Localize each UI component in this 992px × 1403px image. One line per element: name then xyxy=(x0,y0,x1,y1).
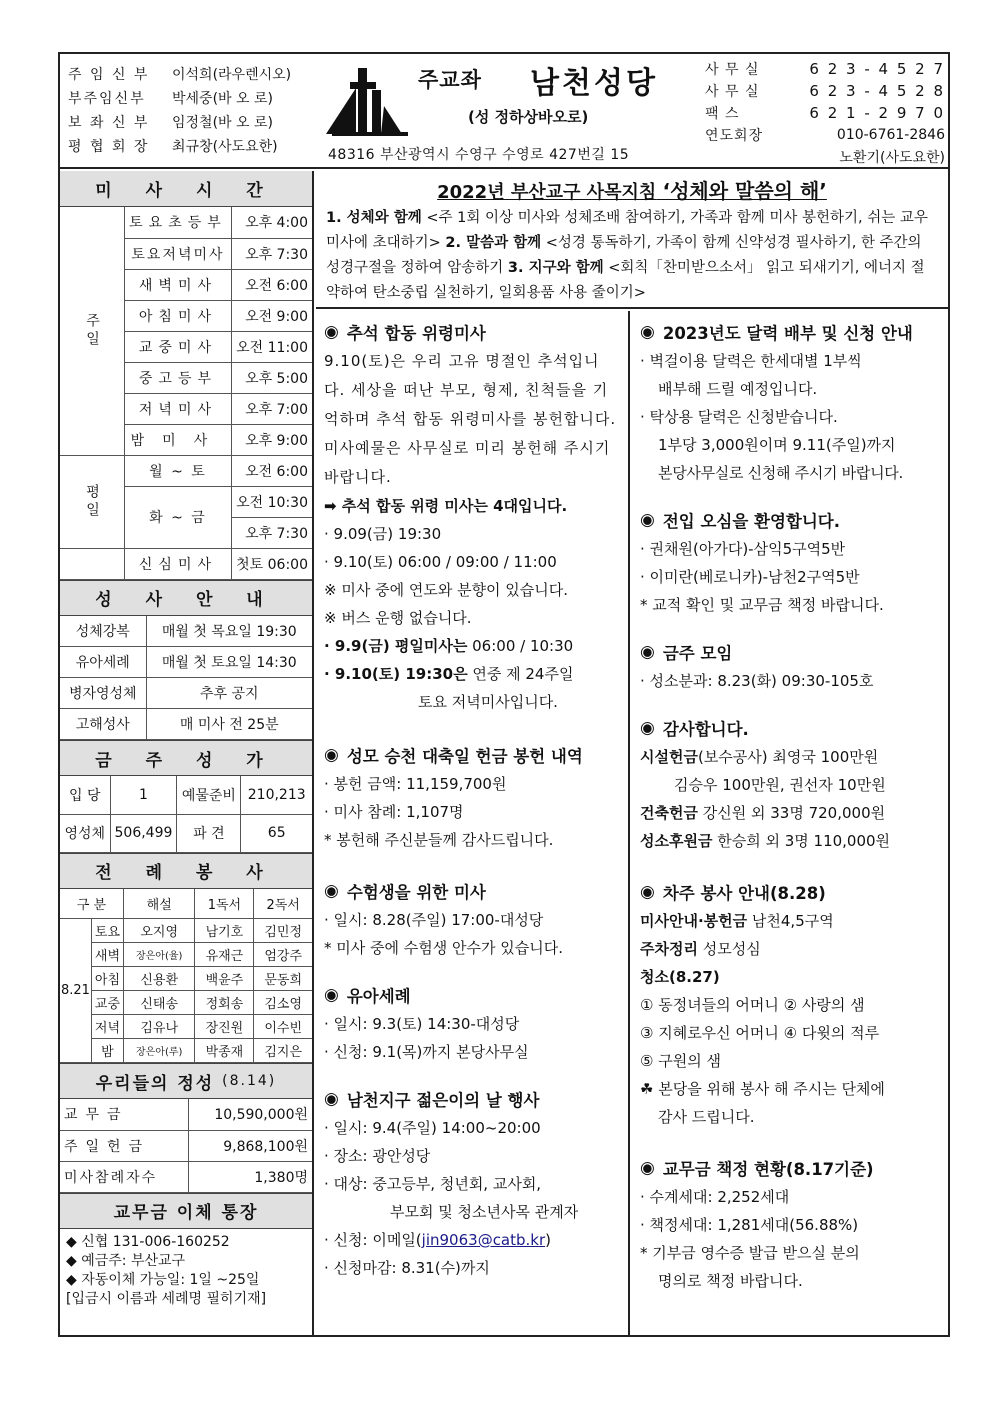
bulletin-header xyxy=(60,54,948,169)
liturgy-date: 8.21 xyxy=(60,919,91,1063)
bulletin-page xyxy=(58,52,950,1337)
liturgy-header: 2독서 xyxy=(254,889,312,919)
bullet-icon: ◉ xyxy=(640,1158,655,1178)
hymn-number: 1 xyxy=(110,776,177,814)
policy-item-text: <회칙「찬미받으소서」 읽고 되새기기, 에너지 절약하여 탄소중립 실천하기, 일회용품 사용 줄이기> xyxy=(326,260,925,301)
notice-line: 감사 드립니다. xyxy=(658,1108,755,1126)
hymns-table xyxy=(60,776,312,853)
notice-line xyxy=(324,660,620,688)
staff-name: 최규창(사도요한) xyxy=(172,139,278,155)
bullet-icon: ◉ xyxy=(324,1089,339,1109)
policy-item-title: 1. 성체와 함께 xyxy=(326,210,422,226)
mass-time: 오후 5:00 xyxy=(231,362,312,393)
mass-time: 오후 7:30 xyxy=(231,238,312,269)
liturgy-name: 이수빈 xyxy=(254,1015,312,1039)
table-row xyxy=(60,616,312,647)
liturgy-name: 김유나 xyxy=(123,1015,195,1039)
offerings-table xyxy=(60,1099,312,1193)
notice-line-text: (보수공사) 최영국 100만원 xyxy=(697,748,879,766)
contact-row xyxy=(705,146,945,168)
notice-title xyxy=(324,980,620,1010)
sacrament-name: 병자영성체 xyxy=(60,678,146,709)
notice-title xyxy=(640,713,940,743)
notice-line: · 9.09(금) 19:30 xyxy=(324,525,442,543)
notice-line-text: 한승희 외 3명 110,000원 xyxy=(712,832,891,850)
notice-line: ☘ 본당을 위해 봉사 해 주시는 단체에 xyxy=(640,1080,885,1098)
liturgy-slot: 새벽 xyxy=(91,943,123,967)
notice-title-text: 성모 승천 대축일 헌금 봉헌 내역 xyxy=(346,747,583,766)
liturgy-name: 문동희 xyxy=(254,967,312,991)
contact-row xyxy=(705,80,945,102)
notice-line xyxy=(324,632,620,660)
notice-line: · 수계세대: 2,252세대 xyxy=(640,1188,790,1206)
notice-line-text: · 신청: 이메일( xyxy=(324,1231,422,1249)
contact-label: 사 무 실 xyxy=(705,84,760,100)
table-row xyxy=(60,967,312,991)
liturgy-title: 전 례 봉 사 xyxy=(60,853,312,889)
contact-label: 연도회장 xyxy=(705,128,764,144)
offering-label: 교무금 xyxy=(60,1099,188,1130)
bullet-icon: ◉ xyxy=(640,510,655,530)
notice-line: 본당사무실로 신청해 주시기 바랍니다. xyxy=(658,464,903,482)
contact-list xyxy=(705,58,945,168)
mass-name: 토요초등부 xyxy=(125,207,232,238)
staff-list xyxy=(68,62,328,158)
staff-row xyxy=(68,62,328,86)
notice-title xyxy=(640,637,940,667)
notice-title-text: 2023년도 달력 배부 및 신청 안내 xyxy=(662,324,913,343)
mass-name: 밤미사 xyxy=(125,424,232,455)
liturgy-name: 김지은 xyxy=(254,1039,312,1063)
notice-title-text: 차주 봉사 안내(8.28) xyxy=(662,884,826,903)
hymn-label: 영성체 xyxy=(60,814,110,852)
sacrament-name: 고해성사 xyxy=(60,709,146,740)
notice-line: 배부해 드릴 예정입니다. xyxy=(658,380,818,398)
assumption-notice xyxy=(324,740,620,854)
notice-line-bold: 건축헌금 xyxy=(640,804,698,822)
chuseok-notice xyxy=(324,317,620,716)
offerings-date: (8.14) xyxy=(222,1073,277,1089)
staff-role: 부주임신부 xyxy=(68,91,146,107)
notice-line-text: ) xyxy=(545,1231,552,1249)
mass-time: 오전 11:00 xyxy=(231,331,312,362)
table-row xyxy=(60,455,312,486)
table-row xyxy=(60,1099,312,1130)
exam-mass-notice xyxy=(324,876,620,962)
notice-line: · 봉헌 금액: 11,159,700원 xyxy=(324,775,507,793)
liturgy-name: 김소영 xyxy=(254,991,312,1015)
sacraments-table xyxy=(60,616,312,741)
notice-line: 1부당 3,000원이며 9.11(주일)까지 xyxy=(658,436,896,454)
notice-title-text: 유아세례 xyxy=(346,987,411,1006)
table-row xyxy=(60,207,312,238)
notice-line: ➡ 추석 합동 위령 미사는 4대입니다. xyxy=(324,497,568,515)
hymn-number: 506,499 xyxy=(110,814,177,852)
calendar-notice xyxy=(640,317,940,487)
liturgy-name: 박종재 xyxy=(195,1039,254,1063)
staff-name: 이석희(라우렌시오) xyxy=(172,67,292,83)
contact-row xyxy=(705,58,945,80)
table-row xyxy=(60,1161,312,1192)
notice-title xyxy=(640,317,940,347)
mass-name: 저녁미사 xyxy=(125,393,232,424)
bullet-icon: ◉ xyxy=(640,718,655,738)
notice-title xyxy=(640,1153,940,1183)
table-row xyxy=(60,709,312,740)
sacrament-info: 매월 첫 목요일 19:30 xyxy=(146,616,312,647)
pastoral-policy xyxy=(316,171,948,309)
mass-name: 월 ~ 토 xyxy=(125,455,232,486)
table-row xyxy=(60,548,312,579)
notice-line: * 기부금 영수증 발급 받으실 분의 xyxy=(640,1244,860,1262)
liturgy-header: 구 분 xyxy=(60,889,123,919)
offering-label: 미사참례자수 xyxy=(60,1161,188,1192)
notice-line: · 9.10(토) 06:00 / 09:00 / 11:00 xyxy=(324,553,557,571)
policy-title xyxy=(316,175,948,204)
dues-notice xyxy=(640,1153,940,1295)
mass-time: 오전 6:00 xyxy=(231,455,312,486)
hymns-title: 금 주 성 가 xyxy=(60,740,312,776)
welcome-notice xyxy=(640,505,940,619)
notice-title-text: 교무금 책정 현황(8.17기준) xyxy=(662,1160,874,1179)
table-row xyxy=(60,647,312,678)
contact-row xyxy=(705,102,945,124)
bank-line: ◆ 자동이체 가능일: 1일 ~25일 xyxy=(66,1271,260,1288)
hymn-label: 파 견 xyxy=(177,814,241,852)
liturgy-name: 장진원 xyxy=(195,1015,254,1039)
table-row xyxy=(60,1130,312,1161)
mass-time: 오후 9:00 xyxy=(231,424,312,455)
mass-time: 첫토 06:00 xyxy=(231,548,312,579)
offerings-title xyxy=(60,1063,312,1099)
notice-title-text: 수험생을 위한 미사 xyxy=(346,883,486,902)
youth-day-notice xyxy=(324,1084,620,1282)
notice-line: · 신청마감: 8.31(수)까지 xyxy=(324,1259,490,1277)
bullet-icon: ◉ xyxy=(640,642,655,662)
liturgy-name: 엄강주 xyxy=(254,943,312,967)
offerings-title-text: 우리들의 정성 xyxy=(95,1073,215,1094)
sacrament-info: 추후 공지 xyxy=(146,678,312,709)
notice-body: 9.10(토)은 우리 고유 명절인 추석입니다. 세상을 떠난 부모, 형제, 친척들을 기억하며 추석 합동 위령미사를 봉헌합니다. 미사예물은 사무실로 미리 봉헌해 주시기 바랍니다. xyxy=(324,352,617,486)
notice-line: ※ 버스 운행 없습니다. xyxy=(324,609,472,627)
notice-line xyxy=(640,827,940,855)
table-row xyxy=(60,919,312,943)
notice-line: ③ 지혜로우신 어머니 ④ 다윗의 적루 xyxy=(640,1024,880,1042)
notice-line: 명의로 책정 바랍니다. xyxy=(658,1272,803,1290)
hymn-number: 210,213 xyxy=(241,776,312,814)
mass-time: 오후 7:00 xyxy=(231,393,312,424)
notice-line: · 권채원(아가다)-삼익5구역5반 xyxy=(640,540,846,558)
parish-address: 48316 부산광역시 수영구 수영로 427번길 15 xyxy=(328,147,630,163)
liturgy-table xyxy=(60,889,312,1064)
liturgy-name: 김민정 xyxy=(254,919,312,943)
notice-line: · 벽걸이용 달력은 한세대별 1부씩 xyxy=(640,352,862,370)
weekday-label: 평일 xyxy=(60,455,125,548)
mass-time: 오전 9:00 xyxy=(231,300,312,331)
notice-title xyxy=(324,317,620,347)
sacraments-title: 성 사 안 내 xyxy=(60,580,312,616)
notice-title-text: 금주 모임 xyxy=(662,644,733,663)
notice-title-text: 감사합니다. xyxy=(662,720,749,739)
contact-value: 010-6761-2846 xyxy=(836,127,945,143)
table-row xyxy=(60,1015,312,1039)
notice-line: · 신청: 9.1(목)까지 본당사무실 xyxy=(324,1043,529,1061)
hymn-label: 입 당 xyxy=(60,776,110,814)
blank-cell xyxy=(60,548,125,579)
notice-title xyxy=(324,876,620,906)
notice-line: · 일시: 8.28(주일) 17:00-대성당 xyxy=(324,911,544,929)
left-column xyxy=(60,171,314,1337)
table-row xyxy=(60,991,312,1015)
bank-title: 교무금 이체 통장 xyxy=(60,1193,312,1229)
notice-line-bold: 주차정리 xyxy=(640,940,698,958)
mass-name: 신심미사 xyxy=(125,548,232,579)
table-row xyxy=(60,814,312,852)
notice-line-bold: · 9.10(토) 19:30은 xyxy=(324,665,468,683)
parish-prefix: 주교좌 xyxy=(418,68,482,92)
liturgy-name: 장은아(율) xyxy=(123,943,195,967)
bullet-icon: ◉ xyxy=(640,882,655,902)
liturgy-name: 신태송 xyxy=(123,991,195,1015)
bullet-icon: ◉ xyxy=(324,322,339,342)
notice-line xyxy=(640,743,940,771)
bullet-icon: ◉ xyxy=(324,881,339,901)
parish-logo-icon xyxy=(312,60,422,140)
notice-line xyxy=(640,907,940,935)
notice-title-text: 전입 오심을 환영합니다. xyxy=(662,512,840,531)
mass-name: 교중미사 xyxy=(125,331,232,362)
notice-title-text: 추석 합동 위령미사 xyxy=(346,324,486,343)
mass-name: 중고등부 xyxy=(125,362,232,393)
notice-line: ① 동정녀들의 어머니 ② 사랑의 샘 xyxy=(640,996,865,1014)
notice-line: 청소(8.27) xyxy=(640,968,720,986)
contact-label: 팩 스 xyxy=(705,106,740,122)
baptism-notice xyxy=(324,980,620,1066)
policy-item-title: 3. 지구와 함께 xyxy=(507,260,604,276)
staff-role: 평 협 회 장 xyxy=(68,139,150,155)
liturgy-name: 장은아(루) xyxy=(123,1039,195,1063)
contact-value: 6 2 1 - 2 9 7 0 xyxy=(809,104,945,122)
notice-line-text: 06:00 / 10:30 xyxy=(467,637,574,655)
notice-line: · 책정세대: 1,281세대(56.88%) xyxy=(640,1216,859,1234)
bank-line: [입금시 이름과 세례명 필히기재] xyxy=(66,1290,267,1307)
sunday-label: 주일 xyxy=(60,207,125,455)
mass-time: 오후 7:30 xyxy=(231,517,312,548)
notice-line: · 일시: 9.4(주일) 14:00~20:00 xyxy=(324,1119,541,1137)
mass-time: 오후 4:00 xyxy=(231,207,312,238)
staff-name: 박세중(바 오 로) xyxy=(172,91,273,107)
policy-title-prefix: 2022년 부산교구 사목지침 xyxy=(437,182,657,203)
table-row xyxy=(60,678,312,709)
notice-line: 토요 저녁미사입니다. xyxy=(418,693,558,711)
notice-line: · 미사 참례: 1,107명 xyxy=(324,803,464,821)
notice-line: · 탁상용 달력은 신청받습니다. xyxy=(640,408,838,426)
notice-line-bold: 성소후원금 xyxy=(640,832,713,850)
liturgy-slot: 밤 xyxy=(91,1039,123,1063)
liturgy-slot: 교중 xyxy=(91,991,123,1015)
mass-time: 오전 10:30 xyxy=(231,486,312,517)
liturgy-name: 오지영 xyxy=(123,919,195,943)
policy-body xyxy=(316,204,948,308)
policy-item-title: 2. 말씀과 함께 xyxy=(445,235,542,251)
notice-line-text: 강신원 외 33명 720,000원 xyxy=(697,804,886,822)
right-column xyxy=(632,311,948,1337)
mass-schedule-title: 미 사 시 간 xyxy=(60,171,312,207)
liturgy-name: 정회송 xyxy=(195,991,254,1015)
notice-line: * 미사 중에 수험생 안수가 있습니다. xyxy=(324,939,563,957)
staff-role: 주 임 신 부 xyxy=(68,67,150,83)
bank-line: ◆ 신협 131-006-160252 xyxy=(66,1233,230,1250)
notice-line: 부모회 및 청소년사목 관계자 xyxy=(390,1203,579,1221)
liturgy-name: 유재근 xyxy=(195,943,254,967)
parish-patron: (성 정하상바오로) xyxy=(468,108,589,126)
middle-column xyxy=(316,311,630,1337)
liturgy-header: 해설 xyxy=(123,889,195,919)
bank-info xyxy=(60,1229,312,1313)
table-row xyxy=(60,889,312,919)
liturgy-header: 1독서 xyxy=(195,889,254,919)
mass-schedule-table xyxy=(60,207,312,580)
contact-value: 노환기(사도요한) xyxy=(839,150,945,166)
notice-line xyxy=(640,935,940,963)
mass-name: 화 ~ 금 xyxy=(125,486,232,548)
liturgy-name: 남기호 xyxy=(195,919,254,943)
notice-line xyxy=(640,799,940,827)
liturgy-slot: 저녁 xyxy=(91,1015,123,1039)
notice-line xyxy=(324,1226,620,1254)
liturgy-slot: 아침 xyxy=(91,967,123,991)
offering-value: 9,868,100원 xyxy=(188,1130,312,1161)
notice-line-bold: 미사안내·봉헌금 xyxy=(640,912,748,930)
contact-label: 사 무 실 xyxy=(705,62,760,78)
notice-title xyxy=(640,877,940,907)
staff-row xyxy=(68,134,328,158)
policy-item-text: <주 1회 이상 미사와 성체조배 참여하기, 가족과 함께 미사 봉헌하기, 쉬는 교우 미사에 초대하기> xyxy=(326,210,928,251)
offering-value: 1,380명 xyxy=(188,1161,312,1192)
notice-title-text: 남천지구 젊은이의 날 행사 xyxy=(346,1091,540,1110)
bullet-icon: ◉ xyxy=(324,985,339,1005)
notice-line: * 교적 확인 및 교무금 책정 바랍니다. xyxy=(640,596,884,614)
notice-line: * 봉헌해 주신분들께 감사드립니다. xyxy=(324,831,554,849)
liturgy-name: 백윤주 xyxy=(195,967,254,991)
notice-line: · 일시: 9.3(토) 14:30-대성당 xyxy=(324,1015,520,1033)
notice-line: · 이미란(베로니카)-남천2구역5반 xyxy=(640,568,860,586)
contact-row xyxy=(705,124,945,146)
notice-line: · 성소분과: 8.23(화) 09:30-105호 xyxy=(640,672,874,690)
bank-line: ◆ 예금주: 부산교구 xyxy=(66,1252,186,1269)
sacrament-info: 매 미사 전 25분 xyxy=(146,709,312,740)
notice-line-text: 연중 제 24주일 xyxy=(467,665,574,683)
notice-title xyxy=(324,1084,620,1114)
liturgy-slot: 토요 xyxy=(91,919,123,943)
mass-name: 새벽미사 xyxy=(125,269,232,300)
offering-value: 10,590,000원 xyxy=(188,1099,312,1130)
sacrament-info: 매월 첫 토요일 14:30 xyxy=(146,647,312,678)
notice-line: ※ 미사 중에 연도와 분향이 있습니다. xyxy=(324,581,569,599)
parish-name: 남천성당 xyxy=(530,66,658,101)
contact-value: 6 2 3 - 4 5 2 7 xyxy=(809,60,945,78)
liturgy-name: 신용환 xyxy=(123,967,195,991)
next-service-notice xyxy=(640,877,940,1131)
sacrament-name: 유아세례 xyxy=(60,647,146,678)
staff-row xyxy=(68,86,328,110)
table-row xyxy=(60,943,312,967)
email-link[interactable]: jin9063@catb.kr xyxy=(421,1231,546,1249)
mass-name: 토요저녁미사 xyxy=(125,238,232,269)
notice-line-text: 성모성심 xyxy=(697,940,761,958)
bullet-icon: ◉ xyxy=(640,322,655,342)
table-row xyxy=(60,1039,312,1063)
contact-value: 6 2 3 - 4 5 2 8 xyxy=(809,82,945,100)
mass-time: 오전 6:00 xyxy=(231,269,312,300)
notice-title xyxy=(324,740,620,770)
policy-title-quote: ‘성체와 말씀의 해’ xyxy=(662,179,827,203)
notice-line-bold: 시설헌금 xyxy=(640,748,698,766)
notice-line: ⑤ 구원의 샘 xyxy=(640,1052,721,1070)
hymn-label: 예물준비 xyxy=(177,776,241,814)
policy-item-text: <성경 통독하기, 가족이 함께 신약성경 필사하기, 한 주간의 성경구절을 정하여 암송하기 xyxy=(326,235,922,276)
notice-line-text: 남천4,5구역 xyxy=(747,912,834,930)
notice-line-bold: · 9.9(금) 평일미사는 xyxy=(324,637,468,655)
staff-row xyxy=(68,110,328,134)
bullet-icon: ◉ xyxy=(324,745,339,765)
thanks-notice xyxy=(640,713,940,855)
staff-name: 임정철(바 오 로) xyxy=(172,115,273,131)
notice-title xyxy=(640,505,940,535)
sacrament-name: 성체강복 xyxy=(60,616,146,647)
meeting-notice xyxy=(640,637,940,695)
staff-role: 보 좌 신 부 xyxy=(68,115,150,131)
notice-line: · 장소: 광안성당 xyxy=(324,1147,431,1165)
notice-line: · 대상: 중고등부, 청년회, 교사회, xyxy=(324,1175,542,1193)
mass-name: 아침미사 xyxy=(125,300,232,331)
offering-label: 주일헌금 xyxy=(60,1130,188,1161)
notice-line: 김승우 100만원, 권선자 10만원 xyxy=(674,776,886,794)
table-row xyxy=(60,776,312,814)
hymn-number: 65 xyxy=(241,814,312,852)
